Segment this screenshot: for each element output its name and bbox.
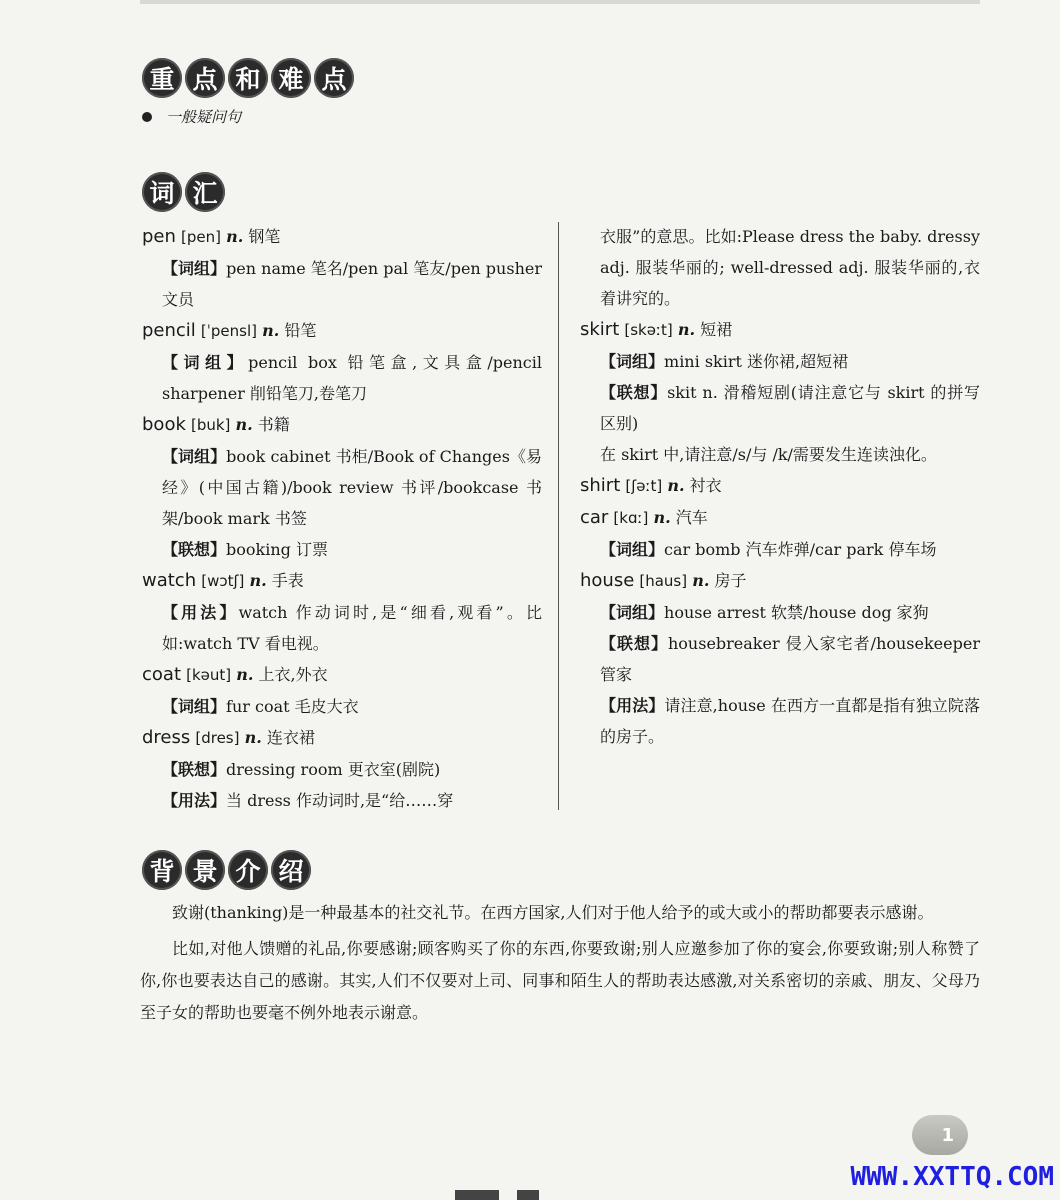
detail-text: book cabinet 书柜/Book of Changes《易经》(中国古籍)/book review 书评/bookcase 书架/book mark 书签 xyxy=(162,447,542,528)
vocab-right-column xyxy=(580,221,980,752)
detail-tag: 【词组】 xyxy=(162,353,249,372)
background-text xyxy=(140,897,980,1033)
badge-char: 难 xyxy=(271,58,311,98)
part-of-speech: n. xyxy=(677,320,696,339)
detail-text: 当 dress 作动词时,是“给……穿 xyxy=(226,791,454,810)
bottom-edge-artifact xyxy=(455,1190,585,1200)
entry-detail xyxy=(600,690,980,752)
entry-detail xyxy=(600,628,980,690)
section-header-key-points xyxy=(142,58,354,98)
headword: pen xyxy=(142,226,176,247)
part-of-speech: n. xyxy=(236,665,254,684)
part-of-speech: n. xyxy=(249,571,267,590)
headword-line xyxy=(142,221,542,253)
entry-note: 在 skirt 中,请注意/s/与 /k/需要发生连读浊化。 xyxy=(600,445,937,464)
entry-detail xyxy=(162,785,542,816)
key-points-text: 一般疑问句 xyxy=(166,108,242,126)
badge-char: 绍 xyxy=(271,850,311,890)
entry-detail xyxy=(162,253,542,315)
meaning: 铅笔 xyxy=(284,321,317,340)
detail-text: housebreaker 侵入家宅者/housekeeper 管家 xyxy=(600,634,980,684)
entry-detail xyxy=(162,754,542,785)
part-of-speech: n. xyxy=(226,227,244,246)
section-header-vocab xyxy=(142,172,225,212)
detail-tag: 【词组】 xyxy=(162,447,227,466)
detail-text: car bomb 汽车炸弹/car park 停车场 xyxy=(664,540,937,559)
headword-line xyxy=(580,502,980,534)
detail-tag: 【用法】 xyxy=(600,696,665,715)
page-number: 1 xyxy=(912,1115,968,1155)
badge-char: 和 xyxy=(228,58,268,98)
headword-line xyxy=(580,565,980,597)
part-of-speech: n. xyxy=(262,321,280,340)
headword: house xyxy=(580,570,635,591)
continuation-text: 衣服”的意思。比如:Please dress the baby. dressy adj. 服装华丽的; well-dressed adj. 服装华丽的,衣着讲究的。 xyxy=(600,227,980,308)
part-of-speech: n. xyxy=(667,476,685,495)
key-points-bullet xyxy=(142,106,241,127)
detail-tag: 【联想】 xyxy=(162,540,227,559)
headword: coat xyxy=(142,664,181,685)
background-paragraph: 致谢(thanking)是一种最基本的社交礼节。在西方国家,人们对于他人给予的或大或小的帮助都要表示感谢。 xyxy=(172,903,934,922)
detail-text: house arrest 软禁/house dog 家狗 xyxy=(664,603,929,622)
phonetic: [dres] xyxy=(195,729,240,747)
badge-char: 点 xyxy=(314,58,354,98)
part-of-speech: n. xyxy=(692,571,710,590)
headword-line xyxy=(580,314,980,346)
detail-text: fur coat 毛皮大衣 xyxy=(226,697,359,716)
detail-text: watch 作动词时,是“细看,观看”。比如:watch TV 看电视。 xyxy=(162,603,542,653)
headword-line xyxy=(142,659,542,691)
entry-detail xyxy=(600,346,980,377)
detail-text: booking 订票 xyxy=(226,540,328,559)
headword: shirt xyxy=(580,475,621,496)
detail-text: dressing room 更衣室(剧院) xyxy=(226,760,441,779)
detail-tag: 【词组】 xyxy=(600,603,665,622)
headword: watch xyxy=(142,570,197,591)
top-rule xyxy=(140,0,980,4)
entry-detail xyxy=(162,691,542,722)
meaning: 钢笔 xyxy=(248,227,281,246)
detail-tag: 【词组】 xyxy=(162,259,227,278)
watermark-link[interactable]: WWW.XXTTQ.COM xyxy=(850,1162,1054,1192)
entry-detail xyxy=(162,534,542,565)
headword: pencil xyxy=(142,320,196,341)
vocab-left-column xyxy=(142,221,542,816)
badge-char: 汇 xyxy=(185,172,225,212)
entry-detail xyxy=(162,597,542,659)
phonetic: [buk] xyxy=(190,416,231,434)
headword: skirt xyxy=(580,319,620,340)
part-of-speech: n. xyxy=(235,415,253,434)
bullet-dot-icon xyxy=(142,112,152,122)
detail-text: mini skirt 迷你裙,超短裙 xyxy=(664,352,849,371)
entry-detail xyxy=(162,347,542,409)
detail-tag: 【联想】 xyxy=(600,634,668,653)
entry-detail xyxy=(600,534,980,565)
entry-detail xyxy=(600,377,980,439)
meaning: 衬衣 xyxy=(689,476,722,495)
headword-line xyxy=(580,470,980,502)
part-of-speech: n. xyxy=(244,728,262,747)
meaning: 短裙 xyxy=(700,320,733,339)
meaning: 书籍 xyxy=(257,415,290,434)
background-paragraph: 比如,对他人馈赠的礼品,你要感谢;顾客购买了你的东西,你要致谢;别人应邀参加了你的宴会,你要致谢;别人称赞了你,你也要表达自己的感谢。其实,人们不仅要对上司、同事和陌生人的帮助表达感激,对关系密切的亲戚、朋友、父母乃至子女的帮助也要毫不例外地表示谢意。 xyxy=(140,939,980,1022)
detail-tag: 【用法】 xyxy=(162,603,239,622)
detail-tag: 【词组】 xyxy=(162,697,227,716)
meaning: 上衣,外衣 xyxy=(258,665,328,684)
detail-text: 请注意,house 在西方一直都是指有独立院落的房子。 xyxy=(600,696,980,746)
meaning: 连衣裙 xyxy=(266,728,315,747)
headword-line xyxy=(142,315,542,347)
badge-char: 景 xyxy=(185,850,225,890)
detail-tag: 【用法】 xyxy=(162,791,227,810)
headword: book xyxy=(142,414,186,435)
phonetic: [kɑː] xyxy=(613,509,649,527)
phonetic: [pen] xyxy=(181,228,221,246)
headword: car xyxy=(580,507,609,528)
detail-text: pen name 笔名/pen pal 笔友/pen pusher 文员 xyxy=(162,259,542,309)
detail-tag: 【词组】 xyxy=(600,352,665,371)
phonetic: [ˈpensl] xyxy=(200,322,257,340)
column-divider xyxy=(558,222,559,810)
section-header-background xyxy=(142,850,311,890)
entry-detail xyxy=(600,597,980,628)
detail-text: skit n. 滑稽短剧(请注意它与 skirt 的拼写区别) xyxy=(600,383,980,433)
phonetic: [wɔtʃ] xyxy=(201,572,245,590)
phonetic: [haus] xyxy=(639,572,688,590)
badge-char: 点 xyxy=(185,58,225,98)
headword-line xyxy=(142,409,542,441)
detail-text: pencil box 铅笔盒,文具盒/pencil sharpener 削铅笔刀,卷笔刀 xyxy=(162,353,542,403)
badge-char: 背 xyxy=(142,850,182,890)
detail-tag: 【联想】 xyxy=(162,760,227,779)
entry-detail xyxy=(162,441,542,534)
badge-char: 词 xyxy=(142,172,182,212)
meaning: 房子 xyxy=(714,571,747,590)
headword-line xyxy=(142,722,542,754)
headword-line xyxy=(142,565,542,597)
phonetic: [skəːt] xyxy=(624,321,673,339)
meaning: 汽车 xyxy=(675,508,708,527)
phonetic: [kəut] xyxy=(186,666,232,684)
badge-char: 介 xyxy=(228,850,268,890)
detail-tag: 【词组】 xyxy=(600,540,665,559)
badge-char: 重 xyxy=(142,58,182,98)
detail-tag: 【联想】 xyxy=(600,383,668,402)
meaning: 手表 xyxy=(271,571,304,590)
headword: dress xyxy=(142,727,191,748)
part-of-speech: n. xyxy=(653,508,671,527)
phonetic: [ʃəːt] xyxy=(625,477,663,495)
